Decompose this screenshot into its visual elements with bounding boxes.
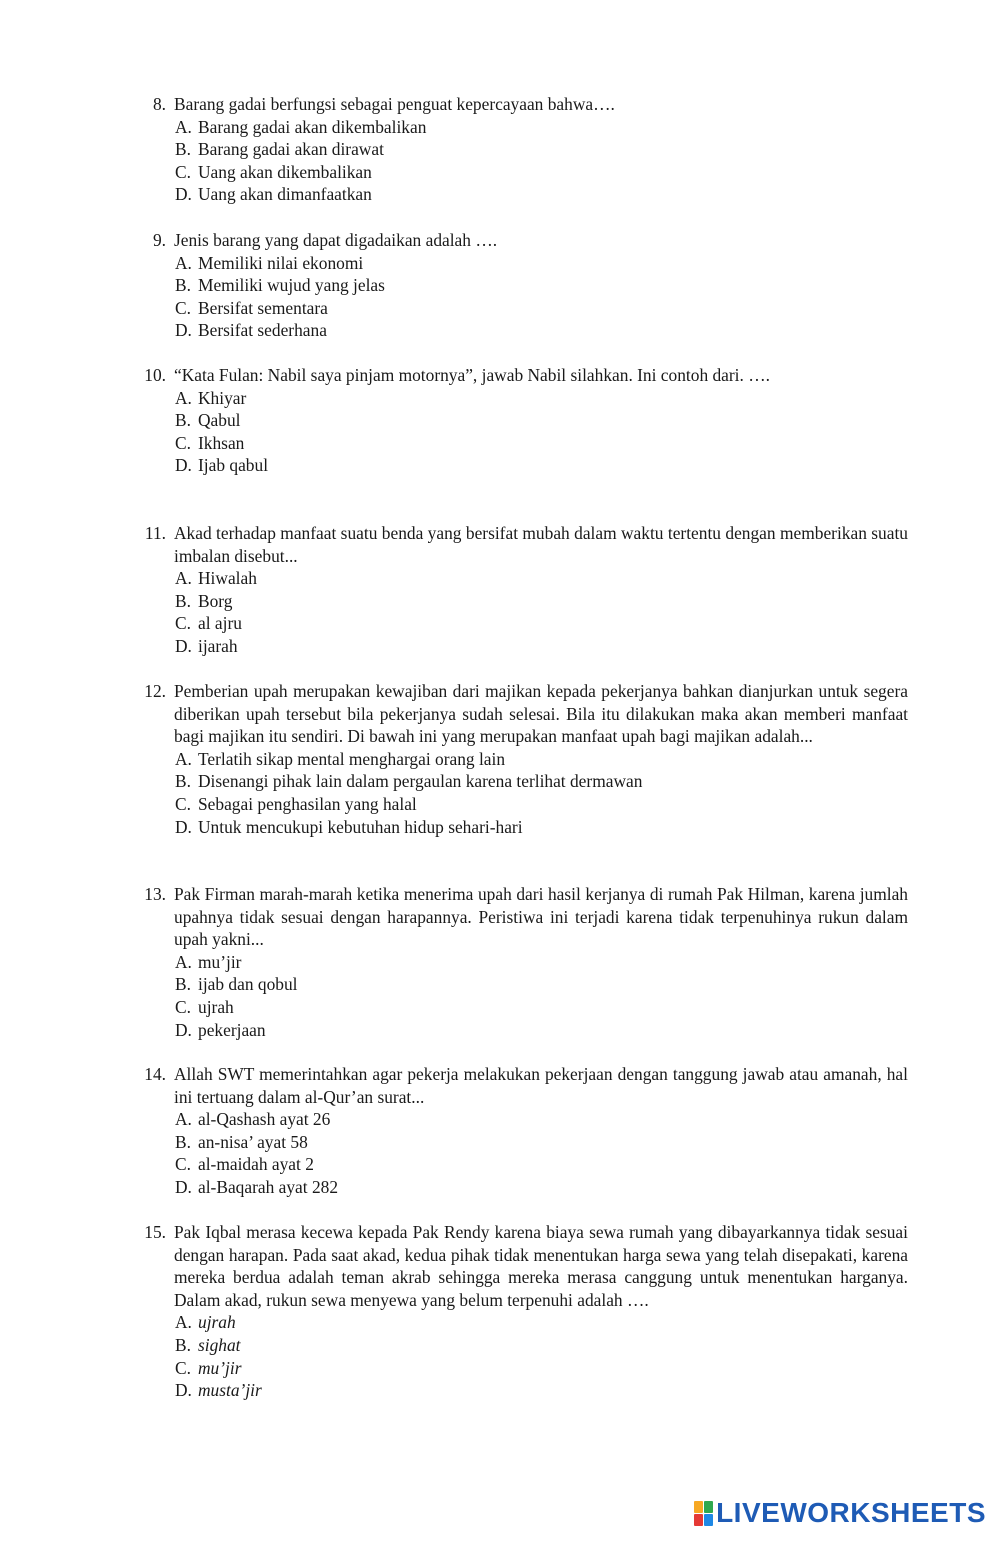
option-letter: B. xyxy=(175,275,191,296)
option-text: Barang gadai akan dirawat xyxy=(198,139,384,160)
option-text: ujrah xyxy=(198,1312,236,1333)
option-text: musta’jir xyxy=(198,1380,262,1401)
logo-square-icon xyxy=(694,1514,703,1526)
option-d[interactable] xyxy=(175,183,908,206)
option-letter: A. xyxy=(175,1109,192,1130)
question-14 xyxy=(140,1063,908,1199)
question-text: “Kata Fulan: Nabil saya pinjam motornya”, jawab Nabil silahkan. Ini contoh dari. …. xyxy=(174,365,770,385)
option-letter: D. xyxy=(175,1380,192,1401)
option-text: ijab dan qobul xyxy=(198,974,298,995)
option-letter: B. xyxy=(175,139,191,160)
option-a[interactable] xyxy=(175,567,908,590)
option-letter: A. xyxy=(175,568,192,589)
option-text: sighat xyxy=(198,1334,241,1355)
question-number: 13. xyxy=(144,884,166,904)
option-b[interactable] xyxy=(175,1334,908,1357)
question-number: 14. xyxy=(144,1064,166,1084)
option-c[interactable] xyxy=(175,161,908,184)
question-9 xyxy=(140,229,908,342)
option-text: an-nisa’ ayat 58 xyxy=(198,1131,308,1152)
option-text: Ijab qabul xyxy=(198,455,269,476)
option-letter: A. xyxy=(175,387,192,408)
question-number: 15. xyxy=(144,1222,166,1242)
option-a[interactable] xyxy=(175,252,908,275)
logo-text: LIVEWORKSHEETS xyxy=(716,1497,986,1528)
option-text: Khiyar xyxy=(198,387,247,408)
question-number: 11. xyxy=(144,523,166,543)
option-text: Qabul xyxy=(198,410,241,431)
question-10 xyxy=(140,364,908,477)
option-letter: C. xyxy=(175,1154,191,1175)
option-letter: A. xyxy=(175,1312,192,1333)
option-text: Disenangi pihak lain dalam pergaulan karena terlihat dermawan xyxy=(198,771,643,792)
option-letter: C. xyxy=(175,432,191,453)
question-text: Pak Iqbal merasa kecewa kepada Pak Rendy karena biaya sewa rumah yang dibayarkannya tidak sesuai dengan harapan. Pada saat akad, kedua pihak tidak menentukan harga sewa yang telah disepakati, karena mereka berdua adalah teman akrab sehingga mereka merasa canggung untuk menentukan harganya. Dalam akad, rukun sewa menyewa yang belum terpenuhi adalah …. xyxy=(174,1222,908,1310)
option-letter: A. xyxy=(175,252,192,273)
option-text: Memiliki nilai ekonomi xyxy=(198,252,364,273)
option-b[interactable] xyxy=(175,1131,908,1154)
option-letter: A. xyxy=(175,951,192,972)
liveworksheets-logo[interactable] xyxy=(694,1497,986,1529)
option-letter: D. xyxy=(175,816,192,837)
option-letter: B. xyxy=(175,974,191,995)
option-letter: C. xyxy=(175,793,191,814)
option-text: Untuk mencukupi kebutuhan hidup sehari-hari xyxy=(198,816,523,837)
option-letter: A. xyxy=(175,116,192,137)
option-text: Terlatih sikap mental menghargai orang lain xyxy=(198,748,506,769)
option-b[interactable] xyxy=(175,973,908,996)
question-text: Barang gadai berfungsi sebagai penguat kepercayaan bahwa…. xyxy=(174,94,615,114)
option-letter: C. xyxy=(175,297,191,318)
question-text: Pemberian upah merupakan kewajiban dari majikan kepada pekerjanya bahkan dianjurkan untuk segera diberikan upah tersebut bila pekerjanya sudah selesai. Bila itu dilakukan maka akan memberi manfaat bagi majikan itu sendiri. Di bawah ini yang merupakan manfaat upah bagi majikan adalah... xyxy=(174,681,908,747)
option-letter: D. xyxy=(175,635,192,656)
option-d[interactable] xyxy=(175,1379,908,1402)
option-letter: D. xyxy=(175,184,192,205)
option-c[interactable] xyxy=(175,1153,908,1176)
option-text: Hiwalah xyxy=(198,568,257,589)
option-text: mu’jir xyxy=(198,1357,242,1378)
question-text: Akad terhadap manfaat suatu benda yang bersifat mubah dalam waktu tertentu dengan memberikan suatu imbalan disebut... xyxy=(174,523,908,566)
option-letter: B. xyxy=(175,410,191,431)
option-letter: D. xyxy=(175,1019,192,1040)
question-8 xyxy=(140,93,908,206)
option-text: al-Qashash ayat 26 xyxy=(198,1109,331,1130)
option-text: al ajru xyxy=(198,613,242,634)
option-text: Sebagai penghasilan yang halal xyxy=(198,793,417,814)
option-letter: D. xyxy=(175,455,192,476)
option-d[interactable] xyxy=(175,454,908,477)
question-15 xyxy=(140,1221,908,1402)
option-text: ijarah xyxy=(198,635,238,656)
option-d[interactable] xyxy=(175,319,908,342)
option-d[interactable] xyxy=(175,1176,908,1199)
option-letter: B. xyxy=(175,1334,191,1355)
logo-square-icon xyxy=(704,1501,713,1513)
option-a[interactable] xyxy=(175,748,908,771)
option-letter: C. xyxy=(175,1357,191,1378)
logo-mark-icon xyxy=(694,1501,712,1525)
option-a[interactable] xyxy=(175,1311,908,1334)
option-d[interactable] xyxy=(175,635,908,658)
option-text: Barang gadai akan dikembalikan xyxy=(198,116,427,137)
question-number: 9. xyxy=(152,230,166,250)
option-b[interactable] xyxy=(175,274,908,297)
question-text: Jenis barang yang dapat digadaikan adalah …. xyxy=(174,230,498,250)
option-b[interactable] xyxy=(175,409,908,432)
option-b[interactable] xyxy=(175,138,908,161)
option-text: Uang akan dimanfaatkan xyxy=(198,184,372,205)
option-text: Borg xyxy=(198,590,233,611)
option-c[interactable] xyxy=(175,996,908,1019)
option-letter: D. xyxy=(175,320,192,341)
option-text: Bersifat sederhana xyxy=(198,320,327,341)
option-b[interactable] xyxy=(175,590,908,613)
option-text: mu’jir xyxy=(198,951,242,972)
question-number: 10. xyxy=(144,365,166,385)
option-letter: A. xyxy=(175,748,192,769)
option-text: pekerjaan xyxy=(198,1019,266,1040)
option-b[interactable] xyxy=(175,770,908,793)
option-text: al-Baqarah ayat 282 xyxy=(198,1176,339,1197)
question-number: 8. xyxy=(152,94,166,114)
option-d[interactable] xyxy=(175,816,908,839)
option-a[interactable] xyxy=(175,951,908,974)
option-a[interactable] xyxy=(175,387,908,410)
option-a[interactable] xyxy=(175,1108,908,1131)
option-letter: B. xyxy=(175,1131,191,1152)
option-text: Bersifat sementara xyxy=(198,297,328,318)
option-letter: D. xyxy=(175,1176,192,1197)
question-text: Pak Firman marah-marah ketika menerima upah dari hasil kerjanya di rumah Pak Hilman, karena jumlah upahnya tidak sesuai dengan harapannya. Peristiwa ini terjadi karena tidak terpenuhinya rukun dalam upah yakni... xyxy=(174,884,908,950)
question-12 xyxy=(140,680,908,838)
logo-square-icon xyxy=(704,1514,713,1526)
option-letter: C. xyxy=(175,996,191,1017)
option-c[interactable] xyxy=(175,793,908,816)
option-letter: B. xyxy=(175,590,191,611)
option-d[interactable] xyxy=(175,1019,908,1042)
option-letter: C. xyxy=(175,613,191,634)
option-letter: C. xyxy=(175,161,191,182)
option-text: Uang akan dikembalikan xyxy=(198,161,372,182)
option-c[interactable] xyxy=(175,612,908,635)
option-text: Memiliki wujud yang jelas xyxy=(198,275,385,296)
option-c[interactable] xyxy=(175,432,908,455)
option-text: al-maidah ayat 2 xyxy=(198,1154,314,1175)
question-13 xyxy=(140,883,908,1041)
question-11 xyxy=(140,522,908,658)
option-text: ujrah xyxy=(198,996,234,1017)
option-letter: B. xyxy=(175,771,191,792)
question-number: 12. xyxy=(144,681,166,701)
logo-square-icon xyxy=(694,1501,703,1513)
option-c[interactable] xyxy=(175,1357,908,1380)
option-text: Ikhsan xyxy=(198,432,245,453)
option-c[interactable] xyxy=(175,297,908,320)
option-a[interactable] xyxy=(175,116,908,139)
question-text: Allah SWT memerintahkan agar pekerja melakukan pekerjaan dengan tanggung jawab atau amanah, hal ini tertuang dalam al-Qur’an surat... xyxy=(174,1064,908,1107)
